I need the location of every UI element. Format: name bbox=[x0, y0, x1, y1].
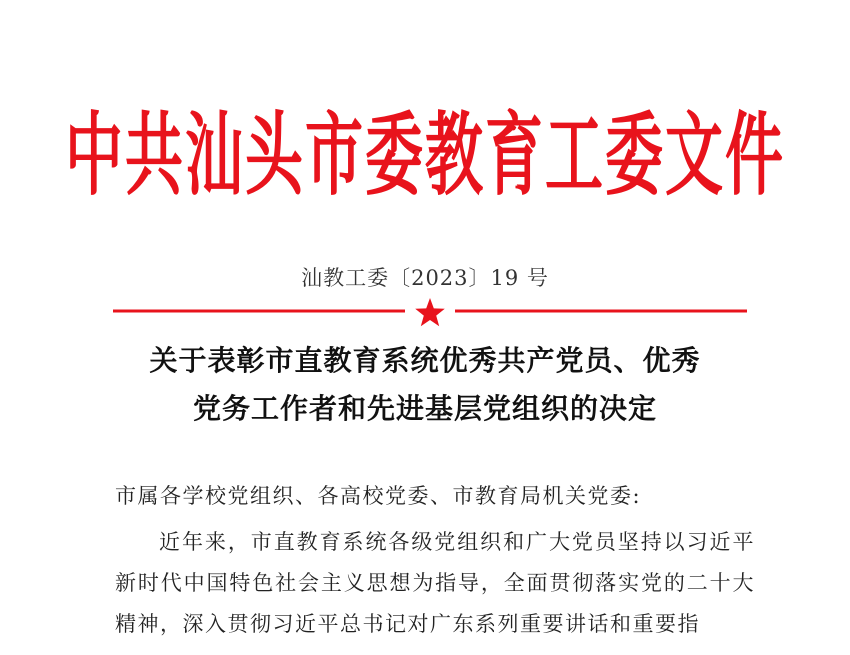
title-line-1: 关于表彰市直教育系统优秀共产党员、优秀 bbox=[149, 344, 701, 377]
document-title bbox=[0, 337, 850, 433]
star-icon bbox=[415, 298, 445, 326]
masthead-text: 中共汕头市委教育工委文件 bbox=[64, 102, 785, 208]
masthead-title bbox=[0, 95, 850, 215]
body-paragraph: 近年来，市直教育系统各级党组织和广大党员坚持以习近平新时代中国特色社会主义思想为指导，全面贯彻落实党的二十大精神，深入贯彻习近平总书记对广东系列重要讲话和重要指 bbox=[115, 530, 755, 636]
document-number: 汕教工委〔2023〕19 号 bbox=[301, 266, 549, 290]
salutation: 市属各学校党组织、各高校党委、市教育局机关党委: bbox=[115, 484, 642, 508]
red-divider bbox=[113, 296, 747, 328]
title-line-2: 党务工作者和先进基层党组织的决定 bbox=[192, 392, 657, 425]
